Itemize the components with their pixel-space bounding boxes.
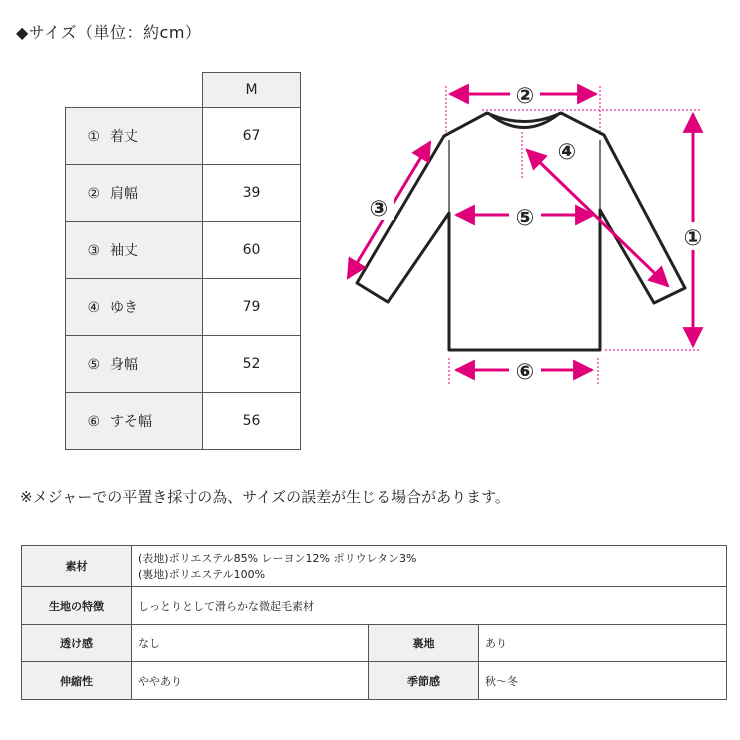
size-row-value: 60 [203, 222, 301, 279]
sweater-outline [357, 113, 685, 350]
material-row [22, 546, 727, 587]
size-row [66, 108, 301, 165]
size-row [66, 279, 301, 336]
stretch-key: 伸縮性 [22, 662, 132, 700]
lining-key: 裏地 [369, 625, 479, 662]
label-6: ⑥ [515, 360, 535, 385]
size-row-value: 52 [203, 336, 301, 393]
size-row-number: ① [87, 129, 100, 145]
size-row-name: ゆき [110, 300, 138, 316]
size-row [66, 222, 301, 279]
size-row-name: 身幅 [110, 357, 138, 373]
size-row-value: 79 [203, 279, 301, 336]
size-row-label [66, 108, 203, 165]
measurement-arrows [348, 94, 693, 370]
label-1: ① [683, 226, 703, 251]
measurement-note: ※メジャーでの平置き採寸の為、サイズの誤差が生じる場合があります。 [20, 488, 510, 506]
size-row-label [66, 393, 203, 450]
size-column-header: M [203, 73, 301, 108]
material-value [132, 546, 727, 587]
size-row-name: 袖丈 [110, 243, 138, 259]
size-row-number: ② [87, 186, 100, 202]
size-row-label [66, 165, 203, 222]
sheer-value: なし [132, 625, 369, 662]
size-table-header-row [66, 73, 301, 108]
size-table [65, 72, 301, 450]
size-row-value: 56 [203, 393, 301, 450]
feature-key: 生地の特徴 [22, 587, 132, 625]
material-key: 素材 [22, 546, 132, 587]
size-row-name: すそ幅 [110, 414, 152, 430]
size-row-label [66, 279, 203, 336]
season-key: 季節感 [369, 662, 479, 700]
season-value: 秋〜冬 [479, 662, 727, 700]
size-row-name: 肩幅 [110, 186, 138, 202]
guide-lines [446, 86, 700, 385]
size-row-number: ⑥ [87, 414, 100, 430]
size-row-name: 着丈 [110, 129, 138, 145]
feature-row [22, 587, 727, 625]
header-blank-cell [66, 73, 203, 108]
size-row-label [66, 222, 203, 279]
size-row-number: ③ [87, 243, 100, 259]
size-row-value: 67 [203, 108, 301, 165]
size-row-label [66, 336, 203, 393]
label-3: ③ [369, 197, 389, 222]
label-4: ④ [557, 140, 577, 165]
label-2: ② [515, 84, 535, 109]
feature-value: しっとりとして滑らかな微起毛素材 [132, 587, 727, 625]
garment-measurement-diagram [330, 70, 720, 390]
material-line-outer: (表地)ポリエステル85% レーヨン12% ポリウレタン3% [138, 552, 417, 565]
size-row [66, 336, 301, 393]
size-row [66, 165, 301, 222]
stretch-value: ややあり [132, 662, 369, 700]
material-line-lining: (裏地)ポリエステル100% [138, 568, 266, 581]
page-title: ◆サイズ（単位：約cm） [16, 23, 202, 42]
size-row-number: ⑤ [87, 357, 100, 373]
lining-value: あり [479, 625, 727, 662]
stretch-season-row [22, 662, 727, 700]
label-5: ⑤ [515, 206, 535, 231]
size-row-value: 39 [203, 165, 301, 222]
material-table [21, 545, 727, 700]
sheer-key: 透け感 [22, 625, 132, 662]
size-row-number: ④ [87, 300, 100, 316]
sheer-lining-row [22, 625, 727, 662]
size-row [66, 393, 301, 450]
